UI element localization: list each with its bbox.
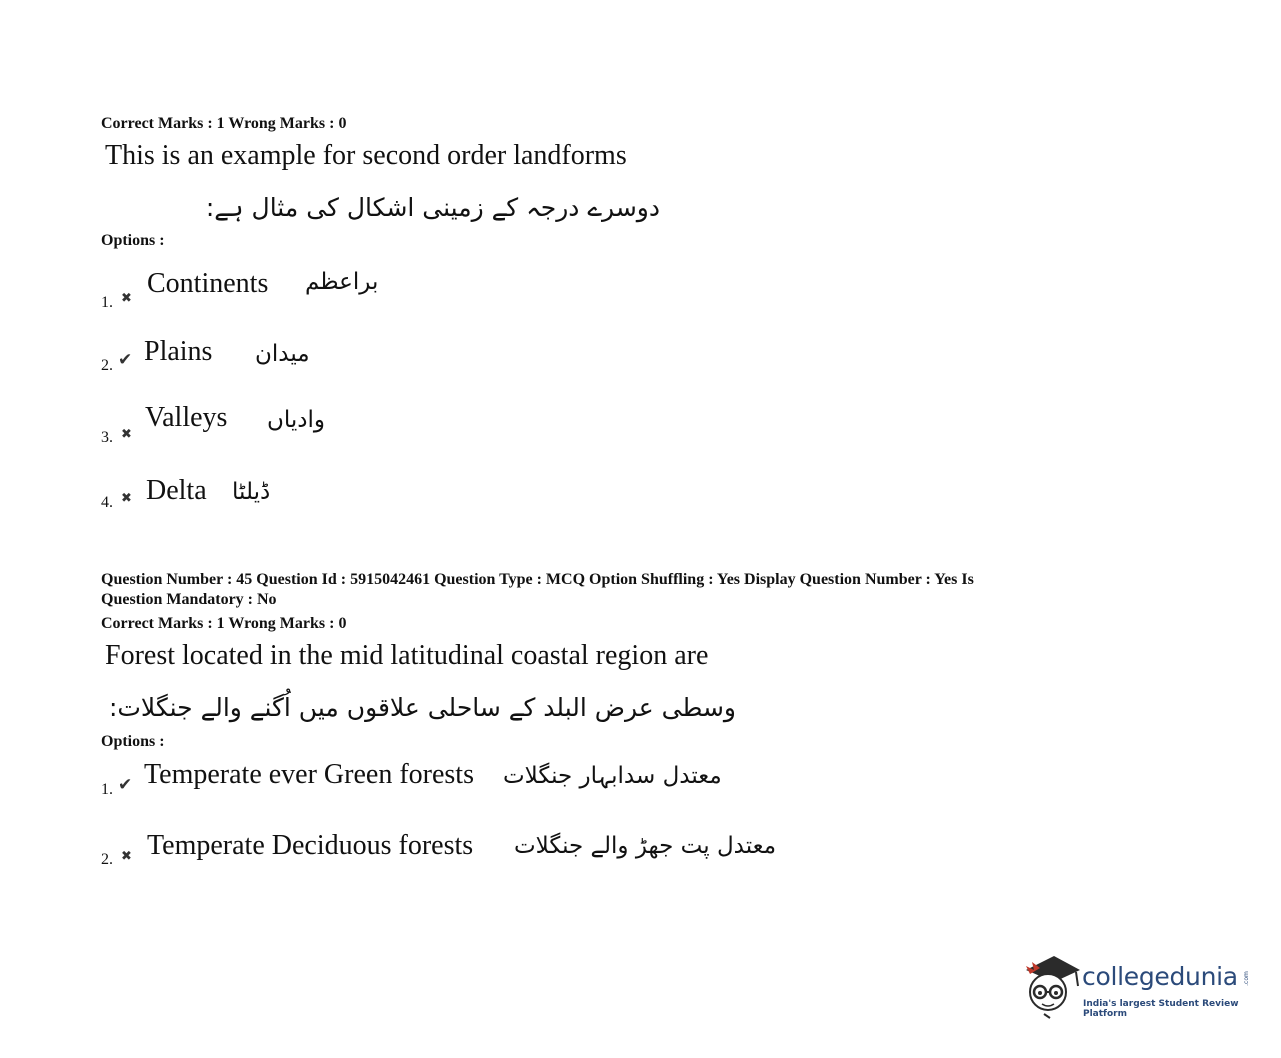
logo-tagline: India's largest Student Review Platform bbox=[1083, 999, 1239, 1019]
q44-option-3-urdu: وادیاں bbox=[267, 407, 326, 433]
check-mark-icon: ✔ bbox=[118, 775, 133, 795]
q44-option-2-text: Plains bbox=[144, 336, 213, 367]
collegedunia-logo bbox=[1020, 950, 1260, 1026]
q45-meta-line-2: Question Mandatory : No bbox=[101, 591, 277, 608]
q45-question-text: Forest located in the mid latitudinal coastal region are bbox=[105, 640, 709, 671]
q45-option-1 bbox=[101, 781, 113, 799]
q44-option-1-text: Continents bbox=[147, 268, 269, 299]
q45-option-2 bbox=[101, 851, 113, 869]
q44-question-text: This is an example for second order landforms bbox=[105, 140, 627, 171]
q44-option-4-urdu: ڈیلٹا bbox=[232, 479, 271, 505]
q44-option-1-urdu: براعظم bbox=[305, 269, 379, 295]
check-mark-icon: ✔ bbox=[118, 350, 133, 370]
q44-option-2-urdu: میدان bbox=[255, 341, 310, 367]
cross-mark-icon: ✖ bbox=[121, 427, 132, 442]
q44-options-label: Options : bbox=[101, 232, 165, 249]
option-number: 2. bbox=[101, 851, 113, 868]
cross-mark-icon: ✖ bbox=[121, 849, 132, 864]
q44-option-3-text: Valleys bbox=[145, 402, 228, 433]
q45-question-urdu: وسطی عرض البلد کے ساحلی علاقوں میں اُگنے والے جنگلات: bbox=[108, 693, 736, 722]
cross-mark-icon: ✖ bbox=[121, 491, 132, 506]
q44-option-1 bbox=[101, 294, 113, 312]
q45-meta-line-1: Question Number : 45 Question Id : 5915042461 Question Type : MCQ Option Shuffling : Yes Display Question Number : Yes Is bbox=[101, 571, 974, 588]
q45-option-1-text: Temperate ever Green forests bbox=[144, 759, 474, 790]
q45-option-1-urdu: معتدل سدابہار جنگلات bbox=[503, 763, 722, 789]
q45-option-2-urdu: معتدل پت جھڑ والے جنگلات bbox=[514, 833, 777, 859]
logo-wordmark: collegedunia bbox=[1082, 962, 1238, 991]
q44-option-2 bbox=[101, 357, 113, 375]
q44-marks: Correct Marks : 1 Wrong Marks : 0 bbox=[101, 115, 347, 132]
q44-option-4-text: Delta bbox=[146, 475, 207, 506]
option-number: 2. bbox=[101, 357, 113, 374]
option-number: 1. bbox=[101, 781, 113, 798]
option-number: 3. bbox=[101, 429, 113, 446]
q45-marks: Correct Marks : 1 Wrong Marks : 0 bbox=[101, 615, 347, 632]
q45-option-2-text: Temperate Deciduous forests bbox=[147, 830, 474, 861]
option-number: 1. bbox=[101, 294, 113, 311]
q45-options-label: Options : bbox=[101, 733, 165, 750]
mascot-icon bbox=[1020, 952, 1082, 1024]
q44-option-4 bbox=[101, 494, 113, 512]
option-number: 4. bbox=[101, 494, 113, 511]
q44-question-urdu: دوسرے درجہ کے زمینی اشکال کی مثال ہے: bbox=[205, 193, 660, 222]
q44-option-3 bbox=[101, 429, 113, 447]
logo-suffix: .com bbox=[1242, 971, 1250, 986]
cross-mark-icon: ✖ bbox=[121, 291, 132, 306]
